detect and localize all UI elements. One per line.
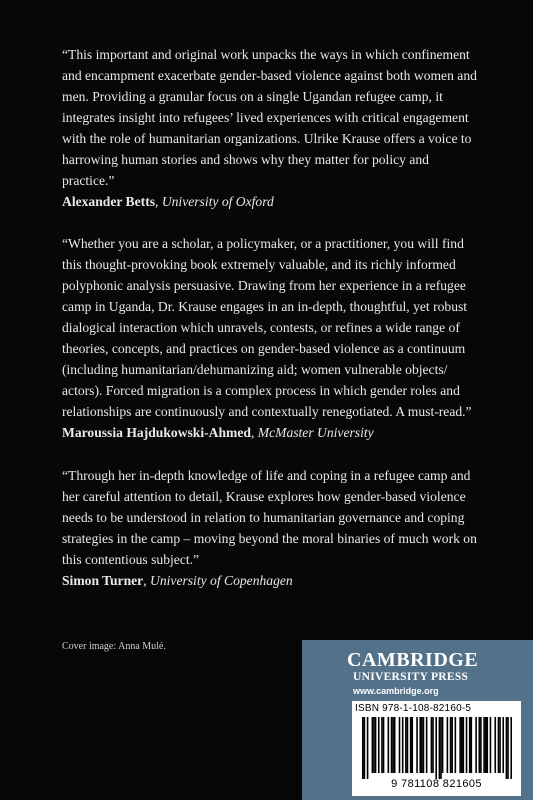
publisher-url: www.cambridge.org bbox=[353, 686, 439, 696]
publisher-block bbox=[302, 640, 533, 800]
barcode-bar bbox=[410, 717, 412, 773]
publisher-name: CAMBRIDGE bbox=[347, 649, 479, 671]
barcode-bar bbox=[490, 717, 492, 773]
barcode-bar bbox=[480, 717, 482, 773]
quote-text: “This important and original work unpacks the ways in which confinement and encampment exacerbate gender-based violence against both women and men. Providing a granular focus on a single Ugandan refugee camp, it integrates insight into refugees’ lived experiences with critical engagement with the role of humanitarian organizations. Ulrike Krause offers a voice to harrowing human stories and shows why they matter for policy and practice.” bbox=[62, 47, 477, 188]
barcode-bar bbox=[478, 717, 480, 773]
barcode-bar bbox=[435, 717, 437, 779]
barcode-bar bbox=[383, 717, 385, 773]
barcode-bar bbox=[402, 717, 404, 773]
barcode-bar bbox=[471, 717, 473, 773]
barcode-bar bbox=[506, 717, 508, 779]
quote-affiliation: University of Oxford bbox=[161, 194, 274, 209]
quote-author: Simon Turner bbox=[62, 573, 144, 588]
barcode-bar bbox=[381, 717, 383, 773]
barcode-bar bbox=[431, 717, 433, 773]
barcode-bar bbox=[439, 717, 441, 779]
quote-author: Maroussia Hajdukowski-Ahmed bbox=[62, 425, 251, 440]
barcode-bar bbox=[391, 717, 393, 773]
barcode-bar bbox=[405, 717, 407, 773]
barcode-bar bbox=[362, 717, 364, 779]
isbn-barcode-box bbox=[352, 701, 521, 796]
quote-affiliation: University of Copenhagen bbox=[150, 573, 293, 588]
barcode-bar bbox=[394, 717, 396, 773]
barcode-bar bbox=[507, 717, 509, 779]
barcode-bar bbox=[499, 717, 501, 773]
barcode-digits: 9 781108 821605 bbox=[391, 778, 482, 790]
barcode-bar bbox=[469, 717, 471, 773]
barcode-bar bbox=[392, 717, 394, 773]
barcode-bar bbox=[485, 717, 487, 773]
barcode-bar bbox=[466, 717, 468, 773]
barcode-bar bbox=[432, 717, 434, 773]
barcode-bar bbox=[367, 717, 369, 779]
barcode-bar bbox=[461, 717, 463, 773]
barcode-bar bbox=[451, 717, 453, 773]
barcode-bar bbox=[426, 717, 428, 773]
barcode-bar bbox=[388, 717, 390, 773]
barcode-bar bbox=[475, 717, 477, 773]
publisher-press: UNIVERSITY PRESS bbox=[353, 671, 469, 683]
barcode-bar bbox=[447, 717, 449, 773]
review-quote-2 bbox=[62, 233, 482, 443]
quote-affiliation: McMaster University bbox=[257, 425, 374, 440]
barcode-bar bbox=[364, 717, 366, 779]
barcode-bar bbox=[421, 717, 423, 773]
barcode-bar bbox=[459, 717, 461, 773]
barcode-bar bbox=[375, 717, 377, 773]
barcode-bar bbox=[494, 717, 496, 773]
barcode-bar bbox=[399, 717, 401, 773]
quote-text: “Whether you are a scholar, a policymaker, or a practitioner, you will find this thought-provoking book extremely valuable, and its richly informed polyphonic analysis persuasive. Drawing from her experience in a refugee camp in Uganda, Dr. Krause engages in an in-depth, thoughtful, yet robust dialogical interaction which unravels, contests, or refines a wide range of theories, concepts, and practices on gender-based violence as a continuum (including humanitarian/dehumanizing aid; women vulnerable objects/ actors). Forced migration is a complex process in which gender roles and relationships are continuously and contextually renegotiated. A must-read.” bbox=[62, 236, 472, 419]
quote-author: Alexander Betts bbox=[62, 194, 156, 209]
barcode-bar bbox=[498, 717, 500, 773]
quote-attribution: Simon Turner, University of Copenhagen bbox=[62, 573, 293, 588]
cover-credit: Cover image: Anna Mulé. bbox=[62, 641, 166, 652]
barcode-bar bbox=[411, 717, 413, 773]
barcode-bar bbox=[416, 717, 418, 773]
isbn-label: ISBN 978-1-108-82160-5 bbox=[355, 703, 472, 714]
barcode-bar bbox=[463, 717, 465, 773]
barcode-bar bbox=[419, 717, 421, 773]
barcode-bar bbox=[373, 717, 375, 773]
barcode-bar bbox=[378, 717, 380, 773]
barcode-bar bbox=[423, 717, 425, 773]
barcode-bar bbox=[502, 717, 504, 773]
barcode-bar bbox=[407, 717, 409, 773]
barcode-bar bbox=[510, 717, 512, 779]
quote-attribution: Maroussia Hajdukowski-Ahmed, McMaster University bbox=[62, 425, 374, 440]
barcode-bar bbox=[450, 717, 452, 773]
barcode-bar bbox=[483, 717, 485, 773]
barcode-bar bbox=[372, 717, 374, 773]
barcode-bar bbox=[442, 717, 444, 773]
review-quote-3 bbox=[62, 465, 482, 591]
barcode-icon bbox=[362, 717, 512, 779]
barcode-bar bbox=[455, 717, 457, 773]
quote-text: “Through her in-depth knowledge of life and coping in a refugee camp and her careful attention to detail, Krause explores how gender-based violence needs to be understood in relation to humanitarian governance and coping strategies in the camp – moving beyond the moral binaries of much work on this contentious subject.” bbox=[62, 468, 477, 567]
barcode-bar bbox=[440, 717, 442, 779]
quote-attribution: Alexander Betts, University of Oxford bbox=[62, 194, 274, 209]
barcode-bar bbox=[486, 717, 488, 773]
review-quote-1 bbox=[62, 44, 482, 212]
